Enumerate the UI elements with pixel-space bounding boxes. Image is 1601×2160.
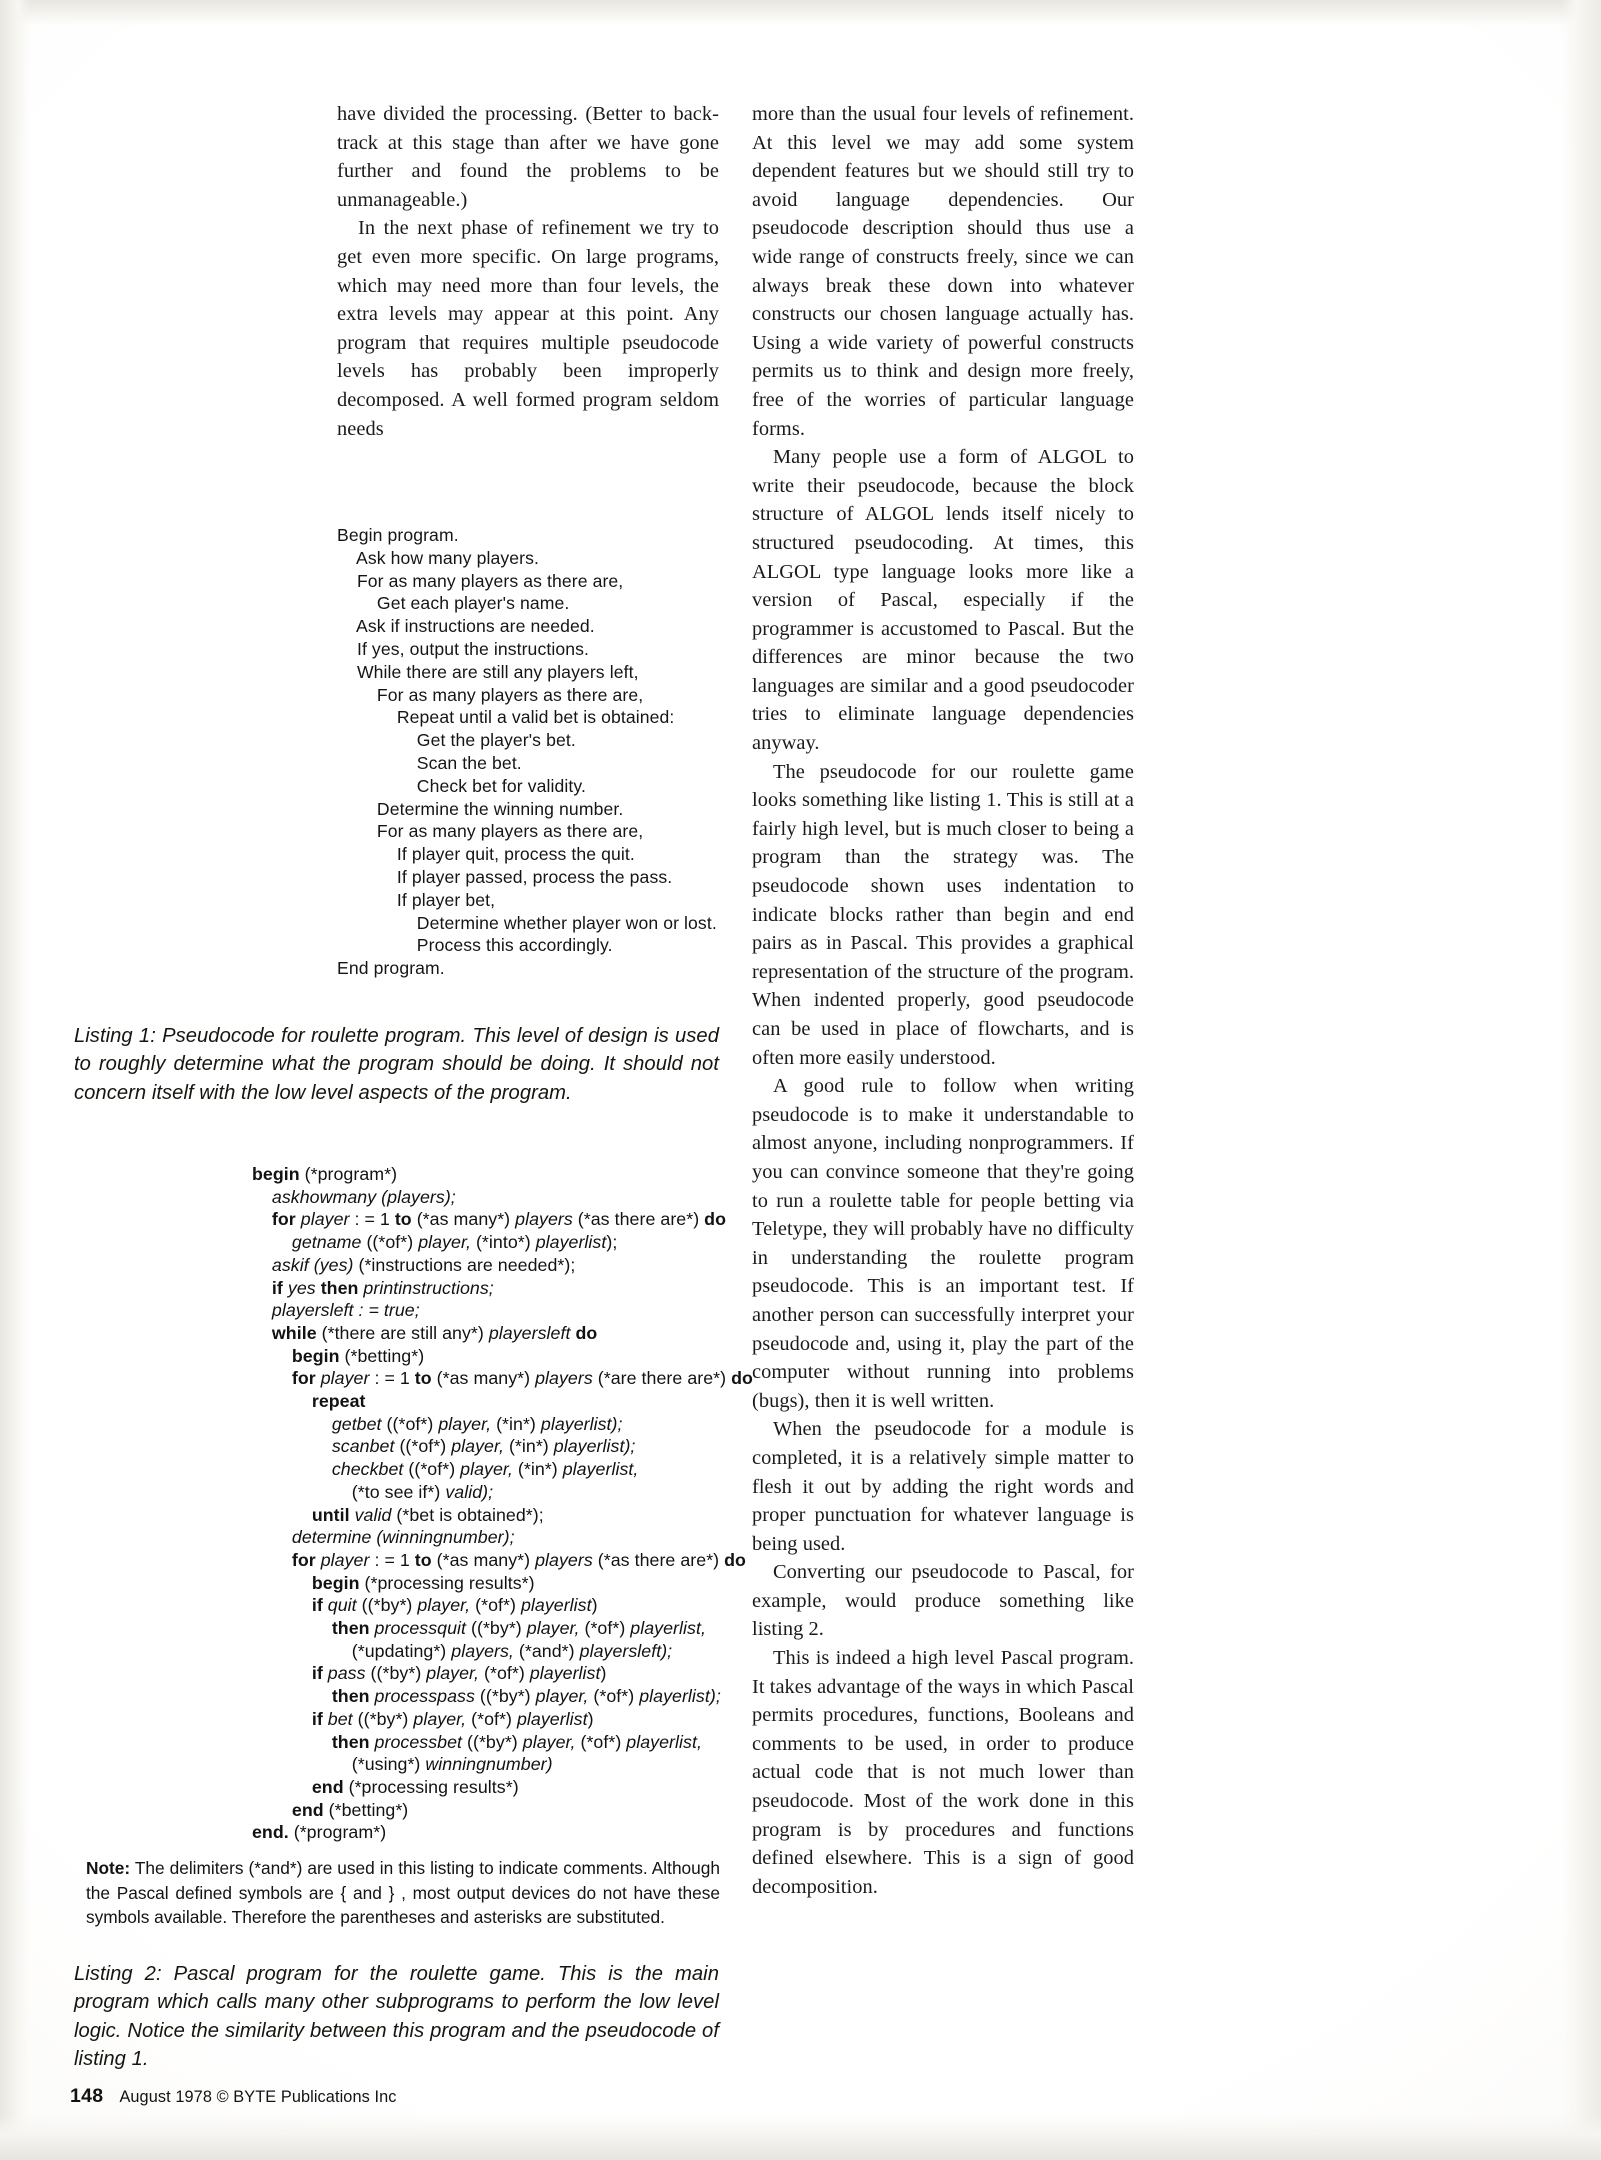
code-token: ((*by*) (466, 1618, 527, 1639)
code-line: Repeat until a valid bet is obtained: (337, 707, 675, 728)
code-line (232, 1322, 1082, 1345)
code-token: playerlist, (630, 1618, 706, 1639)
code-token (232, 1573, 312, 1593)
paragraph: The pseudocode for our roulette game looks something like listing 1. This is still at a fairly high level, but is much closer to being a program than the strategy was. The pseudocode shown uses indentation to indicate blocks rather than begin and end pairs as in Pascal. This provides a graphical representation of the structure of the program. When indented properly, good pseudocode can be used in place of flowcharts, and is often more easily understood. (752, 760, 1134, 1069)
code-token: ); (606, 1232, 618, 1253)
code-token (232, 1346, 292, 1366)
code-token: if (311, 1595, 328, 1616)
code-token: for (291, 1368, 321, 1389)
code-token (232, 1754, 352, 1774)
code-token: (*processing results*) (343, 1776, 519, 1797)
code-token: end. (251, 1822, 289, 1843)
code-token: playerlist (529, 1663, 601, 1684)
paragraph: more than the usual four levels of refinement. At this level we may add some system dependent features but we should still try to avoid language dependencies. Our pseudocode description should thus use a wide range of constructs freely, since we can always break these down into whatever constructs our chosen language actually has. Using a wide variety of powerful constructs permits us to think and design more freely, free of the worries of particular language forms. (752, 103, 1134, 440)
code-token: player, (451, 1436, 504, 1457)
code-token: ((*by*) (356, 1595, 418, 1616)
code-token: (*of*) (575, 1731, 627, 1752)
code-token (232, 1232, 292, 1252)
code-token (232, 1391, 312, 1411)
code-token: playersleft : = true; (271, 1300, 420, 1321)
code-token: player (320, 1368, 370, 1389)
code-token: (*program*) (288, 1822, 387, 1843)
code-token: playerlist (520, 1595, 592, 1616)
code-line (232, 1640, 1082, 1663)
code-token: repeat (311, 1391, 366, 1412)
code-token: ((*of*) (403, 1459, 461, 1480)
code-token: (*to see if*) (351, 1481, 446, 1502)
code-token: (*into*) (470, 1232, 536, 1253)
code-token: (*updating*) (351, 1640, 452, 1661)
code-line: Determine whether player won or lost. (337, 912, 717, 933)
scan-edge-left (0, 0, 30, 2160)
code-line: For as many players as there are, (337, 821, 644, 842)
code-line (232, 1526, 1082, 1549)
page-number: 148 (70, 2085, 104, 2107)
code-line: Get the player's bet. (337, 730, 576, 751)
code-token: (*of*) (466, 1708, 517, 1729)
code-token: ((*by*) (352, 1708, 414, 1729)
code-token (232, 1641, 352, 1661)
code-token (232, 1255, 272, 1275)
code-token: (*there are still any*) (316, 1322, 489, 1343)
code-token: ((*by*) (474, 1686, 536, 1707)
code-token (232, 1505, 312, 1525)
code-token: if (311, 1663, 328, 1684)
code-line: Get each player's name. (337, 593, 570, 614)
code-token: ((*of*) (381, 1413, 439, 1434)
code-line (232, 1685, 1082, 1708)
code-token: player, (417, 1595, 471, 1616)
code-token: player (300, 1209, 350, 1230)
code-token: ((*by*) (365, 1663, 427, 1684)
code-token: valid); (445, 1481, 494, 1502)
code-token: do (575, 1322, 598, 1343)
code-token (232, 1436, 332, 1456)
code-token (232, 1164, 252, 1184)
listing-1-code (337, 524, 1077, 980)
code-token: yes (287, 1277, 316, 1298)
code-line (232, 1390, 1082, 1413)
page-imprint: August 1978 © BYTE Publications Inc (119, 2088, 397, 2106)
code-line (232, 1254, 1082, 1277)
code-line (232, 1617, 1082, 1640)
code-token: ) (587, 1708, 594, 1729)
code-token: do (724, 1549, 746, 1570)
code-token: if (311, 1708, 328, 1729)
code-token: do (704, 1209, 726, 1230)
code-token: (*as many*) (431, 1549, 536, 1570)
code-token (232, 1663, 312, 1683)
paragraph: When the pseudocode for a module is completed, it is a relatively simple matter to flesh it out by adding the right words and proper punctuation for whatever language is being used. (752, 1418, 1134, 1555)
code-token (232, 1732, 332, 1752)
code-token: player, (535, 1686, 589, 1707)
code-token: (*and*) (513, 1640, 580, 1661)
code-token: player, (460, 1459, 513, 1480)
code-token: bet (327, 1708, 353, 1729)
code-line: For as many players as there are, (337, 684, 644, 705)
code-token: players (515, 1209, 573, 1230)
code-token (232, 1187, 272, 1207)
code-token: processquit (374, 1618, 467, 1639)
code-line (232, 1594, 1082, 1617)
code-line (232, 1299, 1082, 1322)
code-token: for (271, 1209, 301, 1230)
paragraph: Converting our pseudocode to Pascal, for example, would produce something like listing 2. (752, 1561, 1134, 1641)
code-token (232, 1550, 292, 1570)
code-line: If player passed, process the pass. (337, 866, 673, 887)
code-token: ((*of*) (361, 1232, 419, 1253)
code-token: : = 1 (369, 1549, 415, 1570)
code-line: End program. (337, 958, 445, 979)
listing-2-code (232, 1163, 1082, 1844)
code-token: valid (354, 1504, 392, 1525)
code-token: playerlist); (540, 1413, 623, 1434)
code-token (232, 1618, 332, 1638)
code-token (232, 1323, 272, 1343)
code-token (232, 1368, 292, 1388)
code-token (232, 1209, 272, 1229)
code-token: (*program*) (299, 1164, 398, 1184)
code-token: : = 1 (369, 1368, 415, 1389)
code-token: player, (526, 1618, 580, 1639)
code-token: begin (291, 1345, 340, 1366)
code-token: (*processing results*) (359, 1572, 535, 1593)
code-token (232, 1482, 352, 1502)
paragraph: A good rule to follow when writing pseudocode is to make it understandable to almost anyone, including nonprogrammers. If you can convince someone that they're going to run a roulette table for people betting via Teletype, they will probably have no difficulty in understanding the roulette program pseudocode. This is an important test. If another person can successfully interpret your pseudocode and, using it, play the part of the computer without running into problems (bugs), then it is well written. (752, 1075, 1134, 1412)
code-line (232, 1572, 1082, 1595)
code-token: (*of*) (588, 1686, 640, 1707)
code-token: player, (413, 1708, 467, 1729)
code-line: If player quit, process the quit. (337, 844, 635, 865)
scan-edge-right (1561, 0, 1601, 2160)
code-line (232, 1231, 1082, 1254)
code-token: ) (600, 1663, 607, 1684)
code-line (232, 1776, 1082, 1799)
code-token: quit (327, 1595, 357, 1616)
code-token: then (331, 1731, 375, 1752)
page-footer (70, 2085, 397, 2108)
code-line (232, 1345, 1082, 1368)
code-token: playersleft (488, 1322, 576, 1343)
left-column (337, 100, 719, 443)
code-token: then (315, 1277, 364, 1298)
code-line (232, 1481, 1082, 1504)
code-token (232, 1777, 312, 1797)
code-token: players, (451, 1640, 514, 1661)
paragraph: In the next phase of refinement we try to get even more specific. On large programs, which may need more than four levels, the extra levels may appear at this point. Any program that requires multiple pseudocode levels has probably been improperly decomposed. A well formed program seldom needs (337, 217, 719, 440)
code-token: processpass (374, 1686, 475, 1707)
code-line (232, 1821, 1082, 1844)
listing-1-caption: Listing 1: Pseudocode for roulette program. This level of design is used to roughly determine what the program should be doing. It should not concern itself with the low level aspects of the program. (74, 1025, 719, 1104)
code-token: playerlist (535, 1232, 607, 1253)
note-body: The delimiters (*and*) are used in this listing to indicate comments. Although the Pascal defined symbols are { and } , most output devices do not have these symbols available. Therefore the parentheses and asterisks are substituted. (86, 1858, 720, 1928)
code-token: end (311, 1776, 344, 1797)
code-token: (*using*) (351, 1754, 426, 1775)
code-token: to (414, 1549, 432, 1570)
code-token: playerlist (516, 1708, 588, 1729)
code-line (232, 1662, 1082, 1685)
code-token: (*as many*) (411, 1209, 516, 1230)
code-token: players (535, 1368, 593, 1389)
code-line (232, 1186, 1082, 1209)
code-token: playerlist, (562, 1459, 639, 1480)
code-line: Check bet for validity. (337, 775, 586, 796)
code-token: (*instructions are needed*); (353, 1254, 576, 1275)
code-token (232, 1414, 332, 1434)
code-line (232, 1163, 1082, 1186)
code-token: (*in*) (503, 1436, 554, 1457)
code-token (232, 1459, 332, 1479)
code-token: pass (327, 1663, 366, 1684)
code-line (232, 1413, 1082, 1436)
code-token: (*betting*) (323, 1799, 409, 1820)
code-token: (*of*) (470, 1595, 521, 1616)
code-token (232, 1709, 312, 1729)
code-token: then (331, 1686, 375, 1707)
code-token: then (331, 1618, 375, 1639)
code-line (232, 1753, 1082, 1776)
code-token: for (291, 1549, 321, 1570)
code-token: begin (311, 1572, 360, 1593)
paragraph: Many people use a form of ALGOL to write their pseudocode, because the block structure of ALGOL lends itself nicely to structured pseudocoding. At times, this ALGOL type language looks more like a version of Pascal, especially if the programmer is accustomed to Pascal. But the differences are minor because the two languages are similar and a good pseudocoder tries to eliminate language dependencies anyway. (752, 446, 1134, 755)
scan-edge-bottom (0, 2114, 1601, 2160)
code-token: if (271, 1277, 288, 1298)
code-token: (*as many*) (431, 1368, 536, 1389)
code-line (232, 1435, 1082, 1458)
code-token (232, 1686, 332, 1706)
code-token: winningnumber) (425, 1754, 553, 1775)
code-line: Ask how many players. (337, 547, 539, 568)
code-line: Ask if instructions are needed. (337, 616, 595, 637)
code-token: checkbet (331, 1459, 404, 1480)
code-line: Determine the winning number. (337, 798, 624, 819)
code-token: ((*of*) (394, 1436, 452, 1457)
code-token: playerlist, (626, 1731, 702, 1752)
code-token (232, 1527, 292, 1547)
code-token: player, (418, 1232, 471, 1253)
code-token: (*of*) (579, 1618, 631, 1639)
code-token (232, 1300, 272, 1320)
code-line: For as many players as there are, (337, 570, 624, 591)
code-token: player, (522, 1731, 576, 1752)
paragraph: This is indeed a high level Pascal program. It takes advantage of the ways in which Pascal permits procedures, functions, Booleans and comments to be used, in order to produce actual code that is not much lower than pseudocode. Most of the work done in this program is by procedures and functions defined elsewhere. This is a sign of good decomposition. (752, 1647, 1134, 1898)
code-token (232, 1278, 272, 1298)
code-token: scanbet (331, 1436, 395, 1457)
code-token: to (414, 1368, 432, 1389)
code-line: If player bet, (337, 889, 496, 910)
code-token: player, (426, 1663, 480, 1684)
code-line (232, 1367, 1082, 1390)
code-line: Begin program. (337, 525, 459, 545)
code-token: do (731, 1368, 753, 1389)
code-line (232, 1277, 1082, 1300)
code-token: until (311, 1504, 355, 1525)
code-token: (*as there are*) (592, 1549, 725, 1570)
code-token: (*in*) (491, 1413, 541, 1434)
code-token: getname (291, 1232, 362, 1253)
listing-2-note (86, 1856, 720, 1930)
code-token: (*bet is obtained*); (391, 1504, 544, 1525)
code-token: players (535, 1549, 593, 1570)
code-line (232, 1504, 1082, 1527)
code-token: determine (winningnumber); (291, 1527, 515, 1548)
code-token (232, 1800, 292, 1820)
code-token (232, 1595, 312, 1615)
code-token: to (394, 1209, 412, 1230)
code-token: while (271, 1322, 317, 1343)
code-token: begin (251, 1164, 300, 1184)
code-line (232, 1458, 1082, 1481)
code-token: askhowmany (players); (271, 1186, 456, 1207)
code-line (232, 1549, 1082, 1572)
note-label: Note: (86, 1858, 131, 1878)
code-line: Scan the bet. (337, 752, 522, 773)
code-line (232, 1799, 1082, 1822)
code-token: playersleft); (579, 1640, 673, 1661)
code-line: If yes, output the instructions. (337, 638, 589, 659)
code-token (232, 1822, 252, 1842)
scan-edge-top (0, 0, 1601, 26)
code-token: (*as there are*) (572, 1209, 705, 1230)
code-token: (*in*) (512, 1459, 563, 1480)
code-line (232, 1208, 1082, 1231)
listing-2-caption: Listing 2: Pascal program for the roulette game. This is the main program which calls many other subprograms to perform the low level logic. Notice the similarity between this program and the pseudocode of listing 1. (74, 1963, 719, 2071)
code-line: Process this accordingly. (337, 935, 613, 956)
code-token: (*betting*) (339, 1345, 425, 1366)
code-token: end (291, 1799, 324, 1820)
code-token: ) (591, 1595, 598, 1616)
paragraph: have divided the processing. (Better to back-track at this stage than after we have gone further and found the problems to be unmanageable.) (337, 103, 719, 211)
code-token: playerlist); (639, 1686, 721, 1707)
code-line (232, 1731, 1082, 1754)
code-token: player, (438, 1413, 492, 1434)
code-token: playerlist); (553, 1436, 636, 1457)
code-token: (*of*) (479, 1663, 530, 1684)
code-token: processbet (374, 1731, 463, 1752)
code-token: printinstructions; (363, 1277, 494, 1298)
code-line: While there are still any players left, (337, 661, 639, 682)
code-token: getbet (331, 1413, 382, 1434)
code-token: ((*by*) (462, 1731, 523, 1752)
code-token: (*are there are*) (592, 1368, 732, 1389)
code-token: askif (yes) (271, 1254, 354, 1275)
code-token: player (320, 1549, 370, 1570)
code-line (232, 1708, 1082, 1731)
code-token: : = 1 (349, 1209, 395, 1230)
